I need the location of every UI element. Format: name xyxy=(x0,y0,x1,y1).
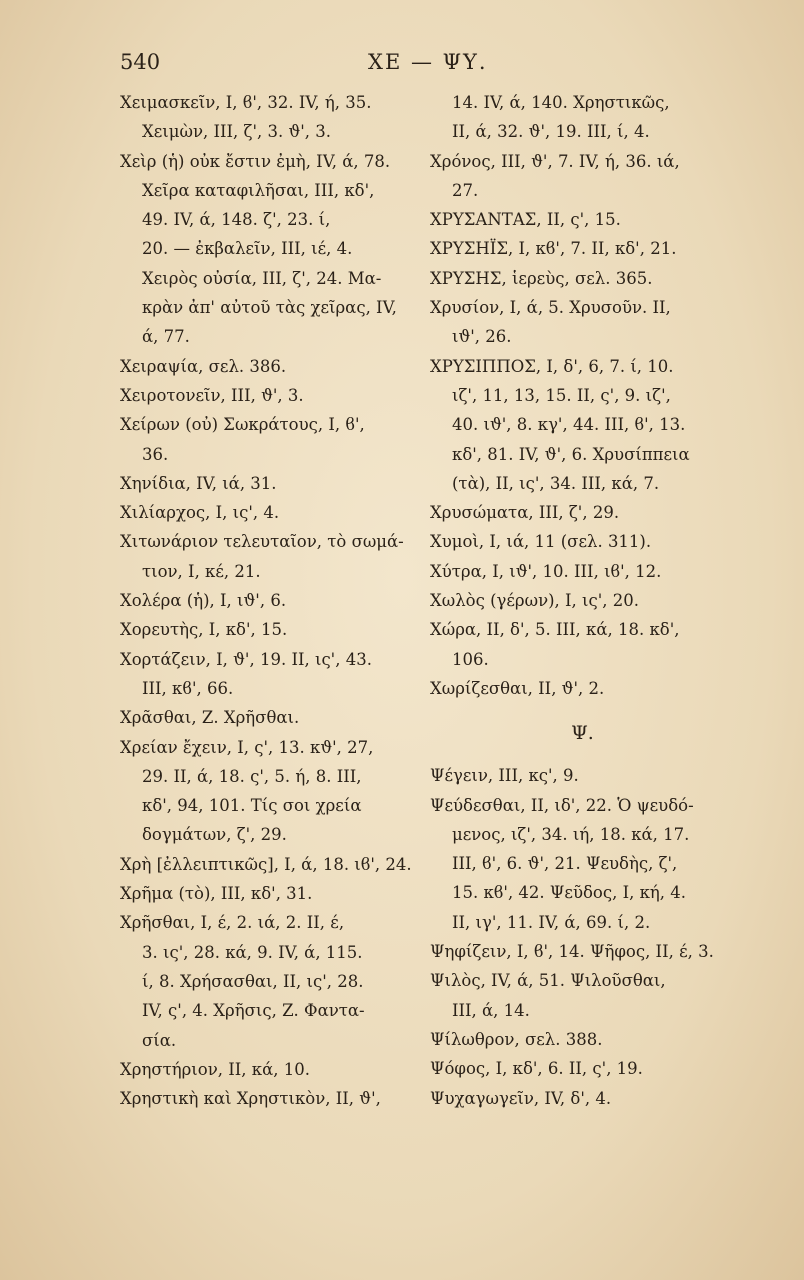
page-header xyxy=(120,50,730,84)
index-entry-line: ΙΙ, ιγ', 11. IV, ά, 69. ί, 2. xyxy=(452,912,651,932)
index-entry-line: Ψιλὸς, IV, ά, 51. Ψιλοῦσθαι, xyxy=(430,971,666,991)
index-entry-line: Χορευτὴς, Ι, κδ', 15. xyxy=(120,620,288,640)
index-entry-line: ΧΡΥΣΙΠΠΟΣ, Ι, δ', 6, 7. ί, 10. xyxy=(430,356,674,376)
index-entry-line: Χιτωνάριον τελευταῖον, τὸ σωμά- xyxy=(120,532,404,552)
index-entry-line: Χυμοὶ, Ι, ιά, 11 (σελ. 311). xyxy=(430,532,652,552)
index-entry-line: Χρυσώματα, ΙΙΙ, ζ', 29. xyxy=(430,503,620,523)
index-entry-line: σία. xyxy=(142,1030,177,1050)
index-entry-line: Ψίλωθρον, σελ. 388. xyxy=(430,1029,603,1049)
index-entry-line: μενος, ιζ', 34. ιή, 18. κά, 17. xyxy=(452,824,690,844)
index-entry-line: IV, ς', 4. Χρῆσις, Ζ. Φαντα- xyxy=(142,1001,365,1021)
index-entry-line: ΧΡΥΣΑΝΤΑΣ, ΙΙ, ς', 15. xyxy=(430,210,621,230)
index-entry-line: 49. IV, ά, 148. ζ', 23. ί, xyxy=(142,210,331,230)
index-entry-line: Χύτρα, Ι, ιϑ', 10. ΙΙΙ, ιϐ', 12. xyxy=(430,561,662,581)
index-entry-line: ΙΙΙ, κϐ', 66. xyxy=(142,678,234,698)
index-entry-line: ά, 77. xyxy=(142,327,190,347)
index-entry-line: Χειρὸς οὐσία, ΙΙΙ, ζ', 24. Μα- xyxy=(142,268,382,288)
index-entry-line: ιϑ', 26. xyxy=(452,327,512,347)
index-entry-line: Χειμασκεῖν, Ι, ϐ', 32. IV, ή, 35. xyxy=(120,93,372,112)
index-entry-line: κδ', 94, 101. Τίς σοι χρεία xyxy=(142,796,362,816)
index-entry-line: ί, 8. Χρήσασθαι, ΙΙ, ις', 28. xyxy=(142,971,364,991)
index-entry-line: τιον, Ι, κέ, 21. xyxy=(142,561,261,581)
index-entry-line: Χορτάζειν, Ι, ϑ', 19. ΙΙ, ις', 43. xyxy=(120,649,372,669)
index-entry-line: Χρῆσθαι, Ι, έ, 2. ιά, 2. ΙΙ, έ, xyxy=(120,913,345,933)
index-entry-line: Χωρίζεσθαι, ΙΙ, ϑ', 2. xyxy=(430,678,605,698)
index-column-left xyxy=(120,88,420,1113)
index-entry-line: ΙΙΙ, ά, 14. xyxy=(452,1000,530,1020)
index-entry-line: 20. — ἐκβαλεῖν, ΙΙΙ, ιέ, 4. xyxy=(142,239,353,259)
index-entry-line: ΧΡΥΣΗΣ, ἱερεὺς, σελ. 365. xyxy=(430,268,653,288)
index-entry-line: Χρὴ [ἐλλειπτικῶς], Ι, ά, 18. ιϐ', 24. xyxy=(120,854,412,874)
index-entry-line: Χειμὼν, ΙΙΙ, ζ', 3. ϑ', 3. xyxy=(142,122,332,142)
index-entry-line: Χολέρα (ἡ), Ι, ιϑ', 6. xyxy=(120,591,287,611)
index-entry-line: ΙΙ, ά, 32. ϑ', 19. ΙΙΙ, ί, 4. xyxy=(452,122,650,142)
index-entry-line: 14. IV, ά, 140. Χρηστικῶς, xyxy=(452,93,670,112)
index-entry-line: ιζ', 11, 13, 15. ΙΙ, ς', 9. ιζ', xyxy=(452,385,671,405)
page-number: 540 xyxy=(120,50,161,74)
index-entry-line: Χρυσίον, Ι, ά, 5. Χρυσοῦν. ΙΙ, xyxy=(430,298,671,318)
index-entry-line: ΙΙΙ, ϐ', 6. ϑ', 21. Ψευδὴς, ζ', xyxy=(452,854,678,874)
index-entry-line: 106. xyxy=(452,649,489,669)
index-entry-line: 27. xyxy=(452,180,479,200)
index-entry-line: Ψόφος, Ι, κδ', 6. ΙΙ, ς', 19. xyxy=(430,1059,643,1079)
index-entry-line: Ψυχαγωγεῖν, IV, δ', 4. xyxy=(430,1088,612,1108)
index-entry-line: 36. xyxy=(142,444,169,464)
index-entry-line: κρὰν ἀπ' αὐτοῦ τὰς χεῖρας, IV, xyxy=(142,298,397,318)
index-entry-line: Χρείαν ἔχειν, Ι, ς', 13. κϑ', 27, xyxy=(120,737,374,757)
index-entry-line: ΧΡΥΣΗΪΣ, Ι, κϐ', 7. ΙΙ, κδ', 21. xyxy=(430,239,677,259)
running-head: ΧΕ — ΨΥ. xyxy=(368,50,488,74)
index-entry-line: Χεῖρα καταφιλῆσαι, ΙΙΙ, κδ', xyxy=(142,180,375,200)
index-entry-line: Ψεύδεσθαι, ΙΙ, ιδ', 22. Ὁ ψευδό- xyxy=(430,795,694,815)
index-entry-line: κδ', 81. IV, ϑ', 6. Χρυσίππεια xyxy=(452,444,690,464)
index-entry-line: Χείρων (οὐ) Σωκράτους, Ι, ϐ', xyxy=(120,415,365,435)
index-entry-line: Χιλίαρχος, Ι, ις', 4. xyxy=(120,503,280,523)
index-entry-line: 29. ΙΙ, ά, 18. ς', 5. ή, 8. ΙΙΙ, xyxy=(142,766,362,786)
section-letter-heading: Ψ. xyxy=(571,722,594,745)
index-entry-line: Χρῆμα (τὸ), ΙΙΙ, κδ', 31. xyxy=(120,884,313,904)
index-entry-line: 3. ις', 28. κά, 9. IV, ά, 115. xyxy=(142,942,363,962)
index-entry-line: δογμάτων, ζ', 29. xyxy=(142,825,287,845)
index-entry-line: 15. κϐ', 42. Ψεῦδος, Ι, κή, 4. xyxy=(452,883,687,903)
index-entry-line: 40. ιϑ', 8. κγ', 44. ΙΙΙ, ϐ', 13. xyxy=(452,415,686,435)
index-entry-line: Χεὶρ (ἡ) οὐκ ἔστιν ἐμὴ, IV, ά, 78. xyxy=(120,151,391,171)
index-entry-line: Χηνίδια, IV, ιά, 31. xyxy=(120,473,277,493)
index-entry-line: Χρηστήριον, ΙΙ, κά, 10. xyxy=(120,1059,310,1079)
index-entry-line: Χειροτονεῖν, ΙΙΙ, ϑ', 3. xyxy=(120,385,304,405)
index-entry-line: (τὰ), ΙΙ, ις', 34. ΙΙΙ, κά, 7. xyxy=(452,473,660,493)
index-entry-line: Χώρα, ΙΙ, δ', 5. ΙΙΙ, κά, 18. κδ', xyxy=(430,620,680,640)
index-entry-line: Χρᾶσθαι, Ζ. Χρῆσθαι. xyxy=(120,708,300,728)
index-entry-line: Χωλὸς (γέρων), Ι, ις', 20. xyxy=(430,591,640,611)
index-entry-line: Χρηστικὴ καὶ Χρηστικὸν, ΙΙ, ϑ', xyxy=(120,1089,381,1109)
index-entry-line: Ψηφίζειν, Ι, ϐ', 14. Ψῆφος, ΙΙ, έ, 3. xyxy=(430,942,714,962)
index-entry-line: Χρόνος, ΙΙΙ, ϑ', 7. IV, ή, 36. ιά, xyxy=(430,151,680,171)
index-entry-line: Χειραψία, σελ. 386. xyxy=(120,356,287,376)
index-entry-line: Ψέγειν, ΙΙΙ, κς', 9. xyxy=(430,766,579,786)
index-column-right xyxy=(430,88,735,1113)
